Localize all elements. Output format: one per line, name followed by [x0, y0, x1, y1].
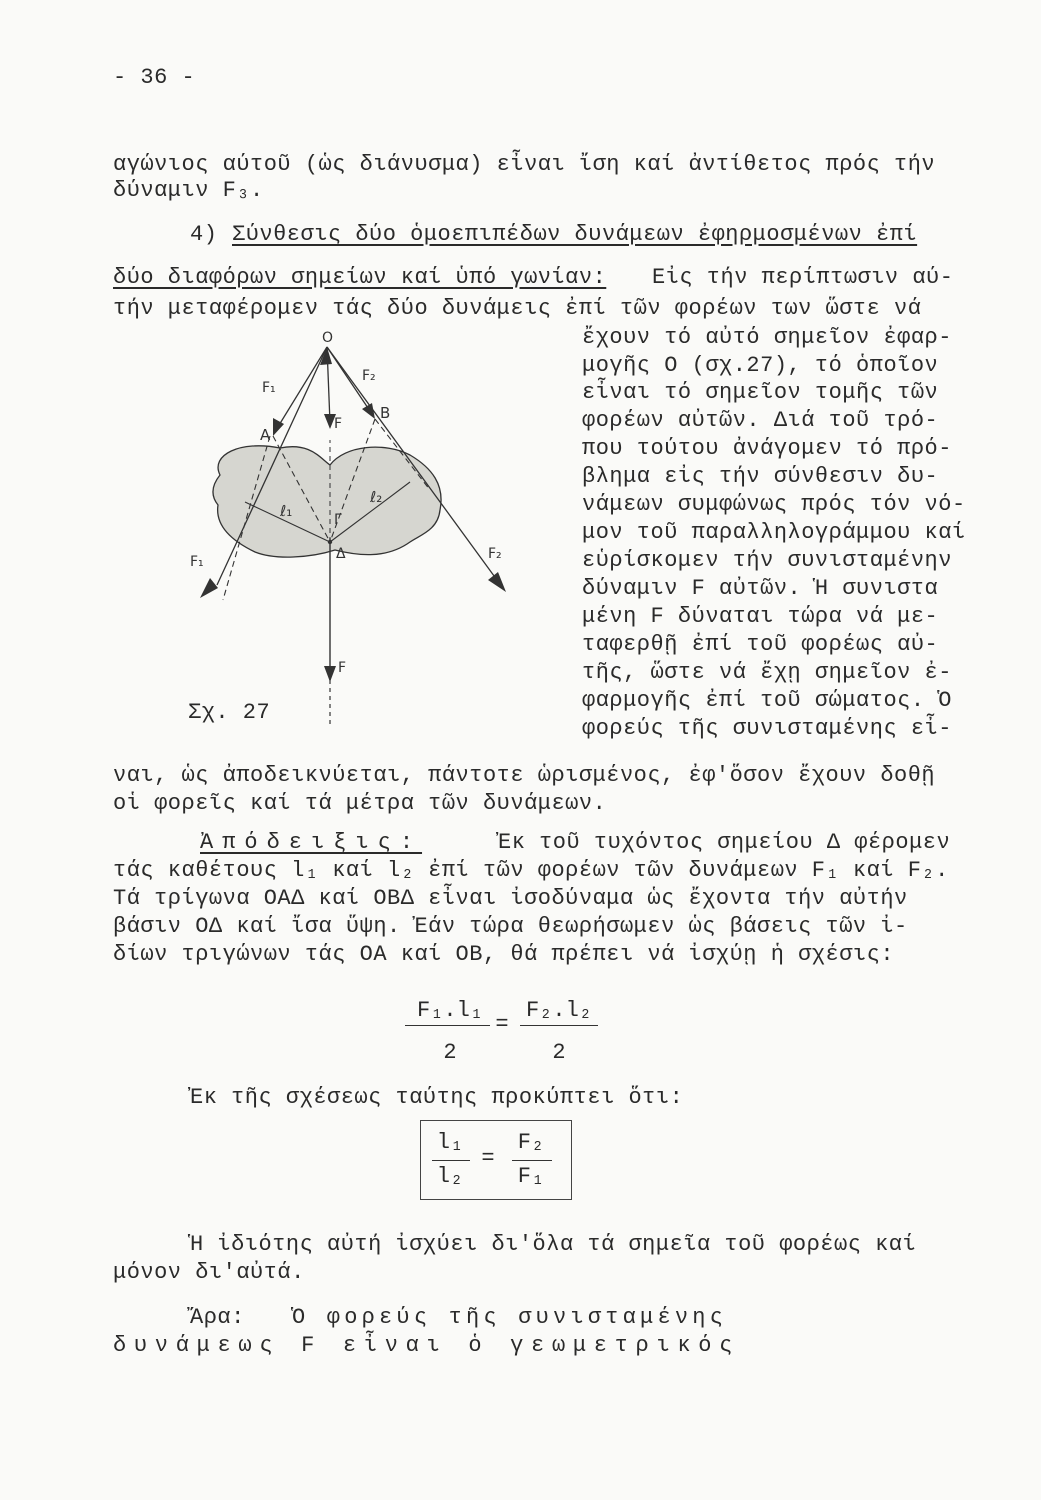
text-line: Τά τρίγωνα ΟΑΔ καί ΟΒΔ εἶναι ἰσοδύναμα ὡς ἔχοντα τήν αὐτήν — [113, 886, 908, 911]
text-line: τῆς, ὥστε νά ἔχῃ σημεῖον ἐ- — [582, 660, 952, 685]
text-line: οἱ φορεῖς καί τά μέτρα τῶν δυνάμεων. — [113, 791, 607, 816]
text-line: που τούτου ἀνάγομεν τό πρό- — [582, 436, 952, 461]
text-line: Εἰς τήν περίπτωσιν αύ- — [652, 265, 954, 290]
eq2-right-bar — [512, 1160, 552, 1161]
label-l2: ℓ₂ — [370, 488, 383, 506]
text-line: φορέων αὐτῶν. Διά τοῦ τρό- — [582, 408, 939, 433]
text-line: τάς καθέτους l₁ καί l₂ ἐπί τῶν φορέων τῶν δυνάμεων F₁ καί F₂. — [113, 858, 949, 883]
eq1-left-numerator: F₁.l₁ — [416, 998, 483, 1023]
text-line: μον τοῦ παραλληλογράμμου καί — [582, 520, 966, 545]
text-line: μογῆς Ο (σχ.27), τό ὁποῖον — [582, 353, 939, 378]
eq1-right-bar — [520, 1025, 598, 1026]
label-F1-bottom: F₁ — [190, 554, 204, 570]
text-line: βλημα εἰς τήν σύνθεσιν δυ- — [582, 464, 939, 489]
text-line: ταφερθῇ ἐπί τοῦ φορέως αὐ- — [582, 632, 939, 657]
text-line: Ἐκ τῆς σχέσεως ταύτης προκύπτει ὅτι: — [190, 1085, 684, 1110]
section-heading-cont: δύο διαφόρων σημείων καί ὑπό γωνίαν: — [113, 265, 607, 290]
figure-27 — [170, 330, 590, 750]
eq2-right-denominator: F₁ — [517, 1164, 545, 1189]
text-line: ναι, ὡς ἀποδεικνύεται, πάντοτε ὡρισμένος, ἐφ'ὅσον ἔχουν δοθῇ — [113, 763, 936, 788]
figure-caption: Σχ. 27 — [188, 700, 271, 725]
text-line: μόνον δι'αὐτά. — [113, 1260, 305, 1285]
text-line: δύναμιν F αὐτῶν. Ἡ συνιστα — [582, 576, 939, 601]
text-line: φορεύς τῆς συνισταμένης εἶ- — [582, 716, 952, 741]
text-line: Ἐκ τοῦ τυχόντος σημείου Δ φέρομεν — [498, 830, 951, 855]
text-line: Ἄρα: — [190, 1305, 245, 1330]
text-line: νάμεων συμφώνως πρός τόν νό- — [582, 492, 966, 517]
eq2-left-numerator: l₁ — [436, 1130, 464, 1155]
text-line: εὑρίσκομεν τήν συνισταμένην — [582, 548, 952, 573]
label-B: B — [380, 404, 391, 422]
label-F2: F₂ — [362, 368, 376, 384]
eq2-left-denominator: l₂ — [436, 1164, 464, 1189]
text-line: δίων τριγώνων τάς ΟΑ καί ΟΒ, θά πρέπει νά ἰσχύῃ ἡ σχέσις: — [113, 942, 895, 967]
text-line: ἔχουν τό αὐτό σημεῖον ἐφαρ- — [582, 325, 952, 350]
page-number: - 36 - — [113, 65, 196, 90]
text-line: δύναμιν F₃. — [113, 178, 264, 203]
text-line: φαρμογῆς ἐπί τοῦ σώματος. Ὁ — [582, 688, 952, 713]
label-l1: ℓ₁ — [280, 502, 293, 520]
text-line: Ἡ ἰδιότης αὐτή ἰσχύει δι'ὅλα τά σημεῖα τοῦ φορέως καί — [190, 1232, 917, 1257]
eq1-right-denominator: 2 — [552, 1040, 566, 1065]
label-D: Δ — [336, 546, 346, 562]
eq2-equals: = — [481, 1146, 495, 1171]
label-G: Γ — [334, 512, 342, 528]
text-line: Ὁ φορεύς τῆς συνισταμένης — [292, 1305, 728, 1330]
proof-label: Ἀπόδειξις: — [200, 830, 423, 855]
eq1-equals: = — [495, 1012, 509, 1037]
text-line: εἶναι τό σημεῖον τομῆς τῶν — [582, 380, 939, 405]
text-line: δυνάμεως F εἶναι ὁ γεωμετρικός — [113, 1333, 741, 1358]
section-heading: Σύνθεσις δύο ὁμοεπιπέδων δυνάμεων ἐφηρμοσμένων ἐπί — [232, 222, 918, 247]
label-F2-bottom: F₂ — [488, 546, 502, 562]
label-F-bottom: F — [338, 660, 347, 676]
text-line: μένη F δύναται τώρα νά με- — [582, 604, 939, 629]
text-line: βάσιν ΟΔ καί ἴσα ὕψη. Ἐάν τώρα θεωρήσωμεν ὡς βάσεις τῶν ἰ- — [113, 914, 908, 939]
eq2-left-bar — [432, 1160, 470, 1161]
eq1-right-numerator: F₂.l₂ — [525, 998, 592, 1023]
eq1-left-bar — [405, 1025, 490, 1026]
eq1-left-denominator: 2 — [443, 1040, 457, 1065]
eq2-right-numerator: F₂ — [517, 1130, 545, 1155]
section-number: 4) — [190, 222, 218, 247]
label-O: O — [322, 330, 334, 346]
label-A: A — [260, 426, 271, 444]
label-F: F — [334, 416, 343, 432]
text-line: τήν μεταφέρομεν τάς δύο δυνάμεις ἐπί τῶν φορέων των ὥστε νά — [113, 296, 922, 321]
text-line: αγώνιος αύτοῦ (ὡς διάνυσμα) εἶναι ἴση καί ἀντίθετος πρός τήν — [113, 152, 936, 177]
label-F1: F₁ — [262, 380, 276, 396]
